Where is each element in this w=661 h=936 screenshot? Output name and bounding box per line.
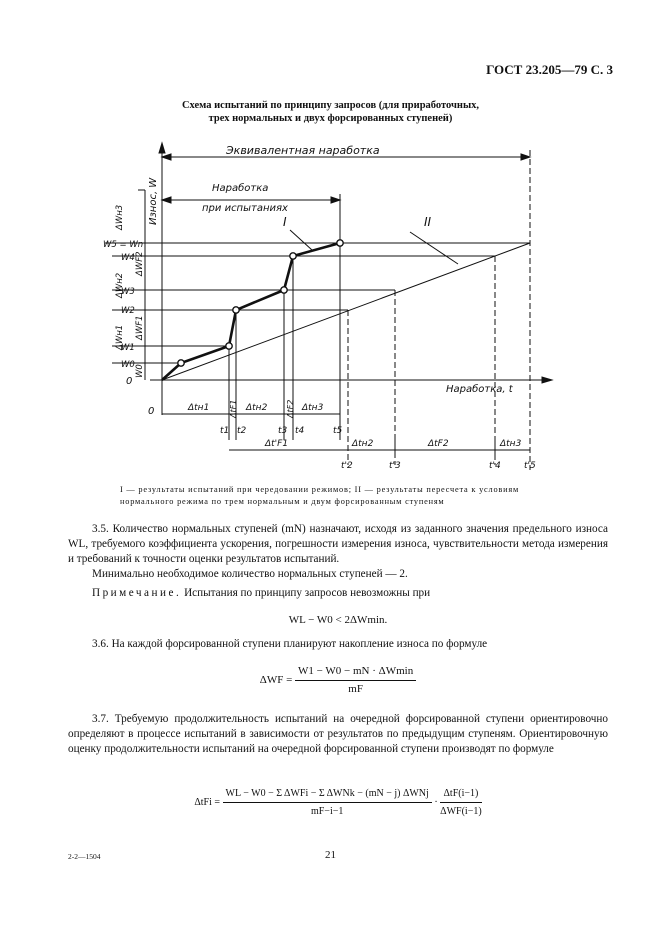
para-3-7: 3.7. Требуемую продолжительность испытаний на очередной форсированной ступени ориентировочно определяют в процессе испытаний в зависимости от результатов по предыдущим ступеням. Ориентировочную оценку продолжительности испытаний на очередной форсированной ступени производят по формуле [68, 713, 608, 755]
formula-2: ΔWF = $\frac{W1 - W0 - mN \cdot \Delta Wmin}{mF}$ [68, 664, 608, 697]
label-test-1: Наработка [212, 183, 269, 194]
svg-text:Δtн3: Δtн3 [302, 403, 324, 413]
curve-II [162, 243, 530, 380]
svg-text:t2: t2 [237, 426, 247, 436]
svg-text:W3: W3 [121, 287, 135, 297]
svg-text:Δtн2: Δtн2 [246, 403, 268, 413]
origin: 0 [148, 406, 155, 417]
label-x-axis: Наработка, t [446, 384, 513, 395]
para-3-6: 3.6. На каждой форсированной ступени планируют накопление износа по формуле [92, 638, 488, 650]
label-test-2: при испытаниях [202, 203, 288, 214]
note-label: Примечание. [92, 587, 182, 599]
figure-caption: I — результаты испытаний при чередовании режимов; II — результаты пересчета к условиям нормального режима по трем нормальным и двум форсированным ступеням [120, 485, 520, 506]
svg-text:t4: t4 [295, 426, 305, 436]
origin-y: 0 [126, 376, 133, 387]
svg-text:t'5: t'5 [524, 461, 536, 471]
svg-text:Δtн2: Δtн2 [352, 439, 374, 449]
label-y-axis: Износ, W [148, 177, 159, 225]
svg-text:W5 = Wn: W5 = Wn [103, 240, 144, 250]
svg-text:t'3: t'3 [389, 461, 401, 471]
figure-title-line2: трех нормальных и двух форсированных ступеней) [208, 113, 453, 124]
y-axis-arrow [159, 143, 165, 153]
svg-text:W0: W0 [121, 360, 135, 370]
svg-text:ΔtF1: ΔtF1 [229, 399, 238, 418]
note [68, 586, 608, 601]
svg-text:W4: W4 [121, 253, 135, 263]
label-curve-II: II [424, 215, 432, 229]
label-curve-I: I [283, 215, 287, 229]
svg-text:Δtн1: Δtн1 [188, 403, 210, 413]
para-3-5: 3.5. Количество нормальных ступеней (mN) назначают, исходя из заданного значения предельного износа WL, требуемого коэффициента ускорения, погрешности измерения износа, чувствительности метода измерения и требований к точности оценки результатов испытаний. [68, 523, 608, 565]
svg-text:t5: t5 [333, 426, 343, 436]
formula-3: ΔtFi = $\frac{\text{WL − W0 − Σ ΔWFi − Σ ΔWNk − (mN − j) ΔWNj}}{mF-i-1}$ · $\frac{\text{ΔtF(i−1)}}{\text{ΔWF(i−1)}}$ [194, 788, 482, 817]
curve-I [162, 243, 340, 380]
doc-header: ГОСТ 23.205—79 С. 3 [486, 62, 613, 77]
svg-text:ΔWн1: ΔWн1 [115, 324, 125, 350]
svg-text:ΔWн2: ΔWн2 [115, 272, 125, 298]
svg-text:Δtн3: Δtн3 [500, 439, 522, 449]
page-number: 21 [325, 849, 336, 861]
svg-text:t'2: t'2 [341, 461, 353, 471]
svg-text:W1: W1 [121, 343, 135, 353]
footer-left: 2-2—1504 [68, 852, 101, 861]
svg-text:t'4: t'4 [489, 461, 501, 471]
svg-text:ΔWF1: ΔWF1 [135, 315, 145, 340]
svg-text:t1: t1 [220, 426, 230, 436]
para-3-5-min: Минимально необходимое количество нормальных ступеней — 2. [92, 568, 408, 580]
formula-1: WL − W0 < 2ΔWmin. [288, 614, 388, 626]
svg-text:ΔtF2: ΔtF2 [286, 399, 295, 418]
svg-text:Δt'F1: Δt'F1 [265, 439, 289, 449]
svg-text:W2: W2 [121, 306, 135, 316]
label-equiv: Эквивалентная наработка [226, 144, 380, 157]
note-text: Испытания по принципу запросов невозможны при [181, 587, 431, 599]
svg-text:ΔWн3: ΔWн3 [115, 204, 125, 230]
figure-title-line1: Схема испытаний по принципу запросов (для приработочных, [181, 100, 480, 111]
x-axis-arrow [542, 377, 552, 383]
svg-text:t3: t3 [278, 426, 288, 436]
svg-text:ΔtF2: ΔtF2 [428, 439, 449, 449]
svg-text:W0: W0 [135, 364, 145, 378]
svg-text:ΔWF2: ΔWF2 [135, 251, 145, 276]
